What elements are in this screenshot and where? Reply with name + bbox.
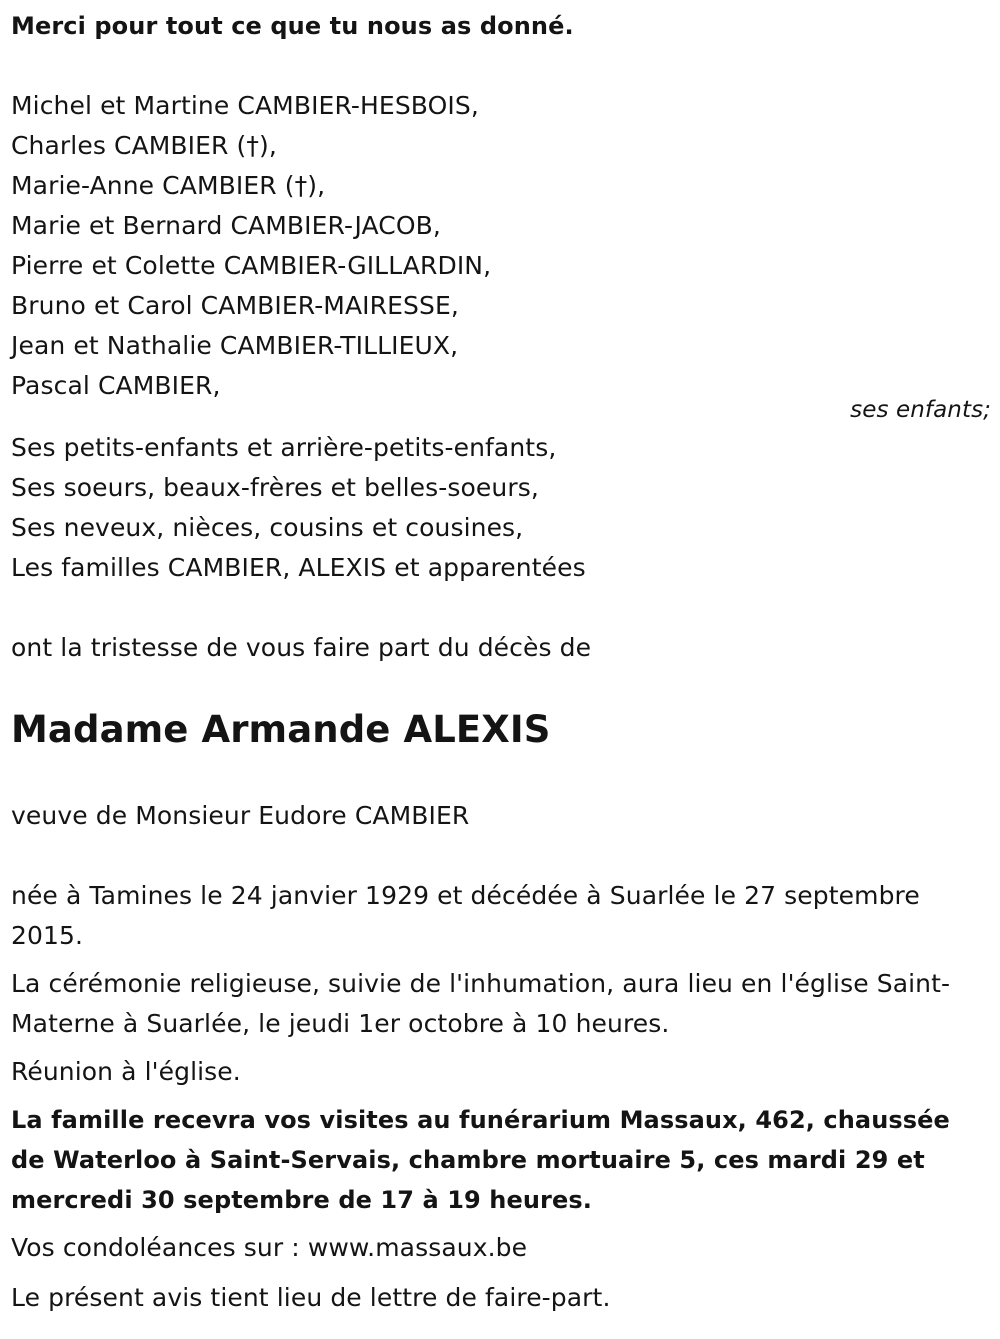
relatives-list [11, 428, 586, 588]
child-entry: Michel et Martine CAMBIER-HESBOIS, [11, 91, 479, 120]
children-list [11, 86, 491, 406]
announcement: ont la tristesse de vous faire part du décès de [11, 633, 592, 662]
relative-entry: Ses neveux, nièces, cousins et cousines, [11, 513, 524, 542]
deceased-name: Madame Armande ALEXIS [11, 708, 551, 751]
meeting-info: Réunion à l'église. [11, 1057, 241, 1086]
child-entry: Charles CAMBIER (†), [11, 131, 277, 160]
birth-death: née à Tamines le 24 janvier 1929 et décédée à Suarlée le 27 septembre 2015. [11, 881, 920, 950]
relative-entry: Ses petits-enfants et arrière-petits-enfants, [11, 433, 557, 462]
child-entry: Jean et Nathalie CAMBIER-TILLIEUX, [11, 331, 459, 360]
widow-of: veuve de Monsieur Eudore CAMBIER [11, 801, 470, 830]
cross-icon: † [294, 171, 308, 200]
relative-entry: Les familles CAMBIER, ALEXIS et apparentées [11, 553, 586, 582]
ceremony-info: La cérémonie religieuse, suivie de l'inhumation, aura lieu en l'église Saint-Materne à Suarlée, le jeudi 1er octobre à 10 heures. [11, 969, 951, 1038]
details-section [11, 876, 991, 1326]
relative-entry: Ses soeurs, beaux-frères et belles-soeurs, [11, 473, 539, 502]
cross-icon: † [246, 131, 260, 160]
child-entry: Pascal CAMBIER, [11, 371, 221, 400]
condolences-info: Vos condoléances sur : www.massaux.be [11, 1233, 528, 1262]
child-entry: Marie-Anne CAMBIER (†), [11, 171, 326, 200]
visits-info: La famille recevra vos visites au funérarium Massaux, 462, chaussée de Waterloo à Saint-Servais, chambre mortuaire 5, ces mardi 29 et mercredi 30 septembre de 17 à 19 heures. [11, 1106, 950, 1214]
notice-info: Le présent avis tient lieu de lettre de faire-part. [11, 1283, 611, 1312]
child-entry: Marie et Bernard CAMBIER-JACOB, [11, 211, 441, 240]
children-label: ses enfants; [850, 397, 991, 423]
child-entry: Pierre et Colette CAMBIER-GILLARDIN, [11, 251, 492, 280]
child-entry: Bruno et Carol CAMBIER-MAIRESSE, [11, 291, 459, 320]
opening-line: Merci pour tout ce que tu nous as donné. [11, 12, 574, 40]
